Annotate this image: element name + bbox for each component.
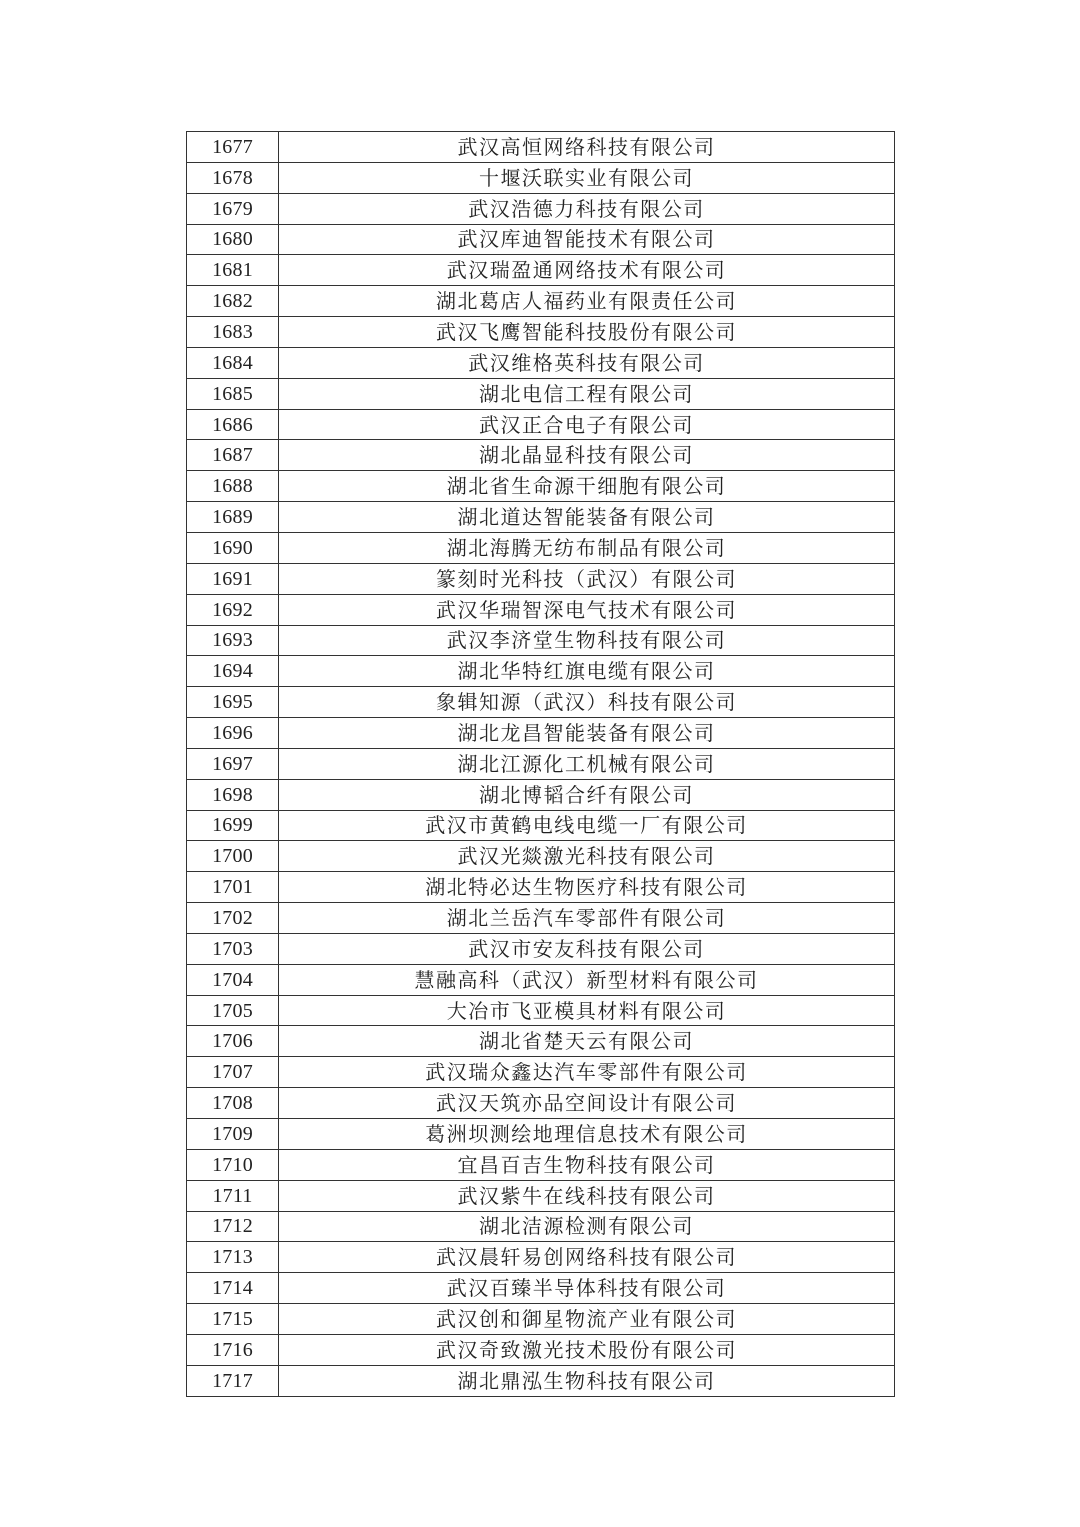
row-number-cell: 1708	[187, 1088, 279, 1119]
company-name-cell: 湖北鼎泓生物科技有限公司	[279, 1365, 895, 1396]
company-name-cell: 武汉晨轩易创网络科技有限公司	[279, 1242, 895, 1273]
table-row	[187, 841, 895, 872]
table-row	[187, 872, 895, 903]
row-number-cell: 1713	[187, 1242, 279, 1273]
company-name-cell: 湖北海腾无纺布制品有限公司	[279, 532, 895, 563]
row-number-cell: 1712	[187, 1211, 279, 1242]
table-row	[187, 964, 895, 995]
company-name-cell: 湖北华特红旗电缆有限公司	[279, 656, 895, 687]
row-number-cell: 1677	[187, 132, 279, 163]
table-row	[187, 286, 895, 317]
table-row	[187, 718, 895, 749]
row-number-cell: 1711	[187, 1180, 279, 1211]
row-number-cell: 1693	[187, 625, 279, 656]
company-name-cell: 武汉瑞众鑫达汽车零部件有限公司	[279, 1057, 895, 1088]
table-row	[187, 378, 895, 409]
table-row	[187, 1180, 895, 1211]
table-row	[187, 1242, 895, 1273]
table-row	[187, 1365, 895, 1396]
row-number-cell: 1700	[187, 841, 279, 872]
row-number-cell: 1705	[187, 995, 279, 1026]
table-row	[187, 317, 895, 348]
table-row	[187, 440, 895, 471]
table-row	[187, 656, 895, 687]
row-number-cell: 1694	[187, 656, 279, 687]
table-row	[187, 471, 895, 502]
row-number-cell: 1696	[187, 718, 279, 749]
row-number-cell: 1698	[187, 779, 279, 810]
row-number-cell: 1709	[187, 1119, 279, 1150]
table-row	[187, 933, 895, 964]
table-row	[187, 1304, 895, 1335]
table-row	[187, 1119, 895, 1150]
company-name-cell: 武汉奇致激光技术股份有限公司	[279, 1334, 895, 1365]
row-number-cell: 1701	[187, 872, 279, 903]
company-name-cell: 武汉浩德力科技有限公司	[279, 193, 895, 224]
company-name-cell: 湖北特必达生物医疗科技有限公司	[279, 872, 895, 903]
row-number-cell: 1690	[187, 532, 279, 563]
row-number-cell: 1682	[187, 286, 279, 317]
table-row	[187, 594, 895, 625]
row-number-cell: 1699	[187, 810, 279, 841]
table-body	[187, 132, 895, 1397]
company-name-cell: 武汉库迪智能技术有限公司	[279, 224, 895, 255]
row-number-cell: 1683	[187, 317, 279, 348]
table-row	[187, 1057, 895, 1088]
table-row	[187, 625, 895, 656]
table-row	[187, 255, 895, 286]
company-name-cell: 大冶市飞亚模具材料有限公司	[279, 995, 895, 1026]
table-row	[187, 995, 895, 1026]
company-name-cell: 湖北电信工程有限公司	[279, 378, 895, 409]
row-number-cell: 1680	[187, 224, 279, 255]
row-number-cell: 1691	[187, 563, 279, 594]
company-name-cell: 象辑知源（武汉）科技有限公司	[279, 687, 895, 718]
row-number-cell: 1717	[187, 1365, 279, 1396]
row-number-cell: 1692	[187, 594, 279, 625]
company-name-cell: 慧融高科（武汉）新型材料有限公司	[279, 964, 895, 995]
table-row	[187, 1088, 895, 1119]
company-name-cell: 湖北博韬合纤有限公司	[279, 779, 895, 810]
row-number-cell: 1706	[187, 1026, 279, 1057]
table-row	[187, 563, 895, 594]
company-name-cell: 十堰沃联实业有限公司	[279, 162, 895, 193]
company-name-cell: 湖北省生命源干细胞有限公司	[279, 471, 895, 502]
row-number-cell: 1679	[187, 193, 279, 224]
table-row	[187, 1211, 895, 1242]
company-name-cell: 湖北晶显科技有限公司	[279, 440, 895, 471]
row-number-cell: 1689	[187, 502, 279, 533]
company-name-cell: 武汉正合电子有限公司	[279, 409, 895, 440]
row-number-cell: 1714	[187, 1273, 279, 1304]
company-name-cell: 湖北道达智能装备有限公司	[279, 502, 895, 533]
table-row	[187, 1026, 895, 1057]
company-name-cell: 武汉华瑞智深电气技术有限公司	[279, 594, 895, 625]
company-name-cell: 湖北兰岳汽车零部件有限公司	[279, 903, 895, 934]
company-name-cell: 湖北洁源检测有限公司	[279, 1211, 895, 1242]
row-number-cell: 1687	[187, 440, 279, 471]
table-row	[187, 532, 895, 563]
table-row	[187, 810, 895, 841]
table-row	[187, 132, 895, 163]
company-name-cell: 篆刻时光科技（武汉）有限公司	[279, 563, 895, 594]
company-name-cell: 葛洲坝测绘地理信息技术有限公司	[279, 1119, 895, 1150]
table-row	[187, 1273, 895, 1304]
table-row	[187, 347, 895, 378]
company-list-table	[186, 131, 895, 1397]
table-row	[187, 502, 895, 533]
company-name-cell: 武汉市安友科技有限公司	[279, 933, 895, 964]
row-number-cell: 1697	[187, 748, 279, 779]
company-name-cell: 武汉创和御星物流产业有限公司	[279, 1304, 895, 1335]
table-row	[187, 687, 895, 718]
table-row	[187, 193, 895, 224]
company-name-cell: 武汉百臻半导体科技有限公司	[279, 1273, 895, 1304]
row-number-cell: 1688	[187, 471, 279, 502]
company-name-cell: 武汉维格英科技有限公司	[279, 347, 895, 378]
table-row	[187, 1334, 895, 1365]
table-row	[187, 903, 895, 934]
company-name-cell: 武汉紫牛在线科技有限公司	[279, 1180, 895, 1211]
company-name-cell: 武汉瑞盈通网络技术有限公司	[279, 255, 895, 286]
row-number-cell: 1686	[187, 409, 279, 440]
company-name-cell: 宜昌百吉生物科技有限公司	[279, 1149, 895, 1180]
row-number-cell: 1704	[187, 964, 279, 995]
company-name-cell: 武汉市黄鹤电线电缆一厂有限公司	[279, 810, 895, 841]
table-row	[187, 224, 895, 255]
company-name-cell: 湖北江源化工机械有限公司	[279, 748, 895, 779]
row-number-cell: 1685	[187, 378, 279, 409]
row-number-cell: 1681	[187, 255, 279, 286]
table-row	[187, 409, 895, 440]
row-number-cell: 1707	[187, 1057, 279, 1088]
row-number-cell: 1695	[187, 687, 279, 718]
company-name-cell: 武汉飞鹰智能科技股份有限公司	[279, 317, 895, 348]
company-name-cell: 武汉李济堂生物科技有限公司	[279, 625, 895, 656]
table-row	[187, 779, 895, 810]
row-number-cell: 1716	[187, 1334, 279, 1365]
row-number-cell: 1684	[187, 347, 279, 378]
row-number-cell: 1703	[187, 933, 279, 964]
company-name-cell: 武汉光燚激光科技有限公司	[279, 841, 895, 872]
company-name-cell: 湖北龙昌智能装备有限公司	[279, 718, 895, 749]
company-name-cell: 武汉高恒网络科技有限公司	[279, 132, 895, 163]
company-name-cell: 武汉天筑亦品空间设计有限公司	[279, 1088, 895, 1119]
table-row	[187, 162, 895, 193]
table-row	[187, 748, 895, 779]
row-number-cell: 1702	[187, 903, 279, 934]
company-name-cell: 湖北葛店人福药业有限责任公司	[279, 286, 895, 317]
table-row	[187, 1149, 895, 1180]
row-number-cell: 1710	[187, 1149, 279, 1180]
row-number-cell: 1715	[187, 1304, 279, 1335]
row-number-cell: 1678	[187, 162, 279, 193]
company-name-cell: 湖北省楚天云有限公司	[279, 1026, 895, 1057]
